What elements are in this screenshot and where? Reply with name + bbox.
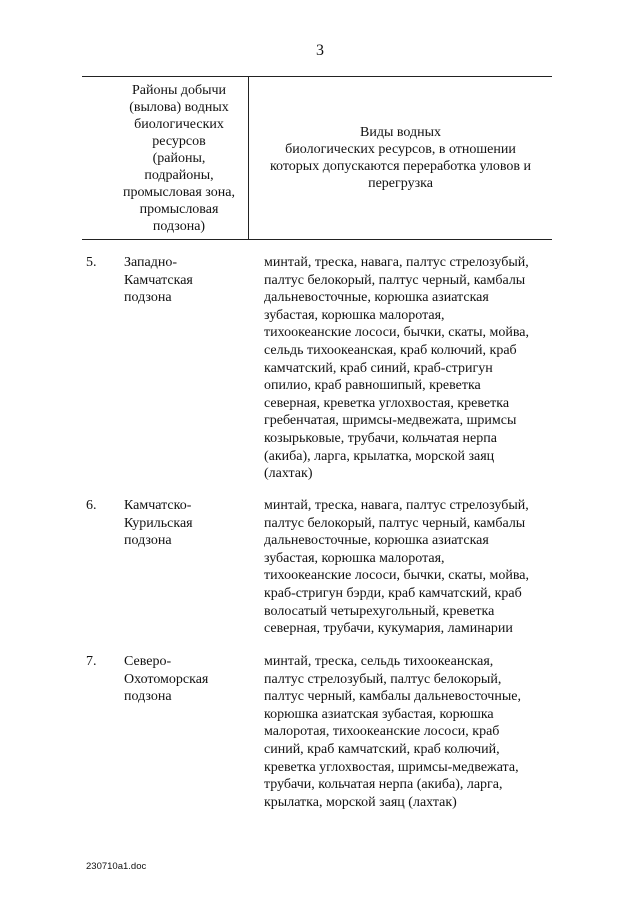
text-line: подзона: [124, 689, 172, 705]
text-line: дальневосточные, корюшка азиатская: [264, 533, 489, 549]
text-line: камчатский, краб синий, краб-стригун: [264, 360, 493, 376]
text-line: ресурсов: [152, 133, 206, 149]
text-line: северная, трубачи, кукумария, ламинарии: [264, 621, 513, 637]
text-line: (акиба), ларга, крылатка, морской заяц: [264, 448, 495, 464]
text-line: палтус белокорый, палтус черный, камбалы: [264, 515, 526, 531]
text-line: Виды водных: [360, 125, 441, 140]
text-line: дальневосточные, корюшка азиатская: [264, 290, 489, 306]
text-line: крылатка, морской заяц (лахтак): [264, 794, 457, 810]
text-line: зубастая, корюшка малоротая,: [264, 307, 445, 323]
text-line: которых допускаются переработка уловов и: [269, 159, 532, 174]
row-number: 7.: [86, 654, 97, 669]
text-line: волосатый четырехугольный, креветка: [264, 603, 495, 619]
text-line: палтус стрелозубый, палтус белокорый,: [264, 671, 502, 687]
text-line: минтай, треска, сельдь тихоокеанская,: [264, 654, 494, 669]
row-species: [264, 497, 564, 638]
text-line: подрайоны,: [144, 167, 214, 183]
text-line: промысловая зона,: [123, 184, 235, 200]
text-line: (вылова) водных: [129, 99, 229, 115]
text-line: подзона: [124, 533, 172, 549]
text-line: опилио, краб равношипый, креветка: [264, 378, 481, 394]
row-number: 6.: [86, 498, 97, 513]
page-number: 3: [316, 42, 324, 59]
row-species: [264, 653, 564, 811]
text-line: промысловая: [139, 201, 219, 217]
text-line: биологических: [134, 116, 224, 132]
text-line: Охотоморская: [124, 671, 209, 687]
row-region: [124, 653, 244, 706]
text-line: Северо-: [124, 654, 172, 669]
text-line: сельдь тихоокеанская, краб колючий, краб: [264, 342, 517, 358]
text-line: перегрузка: [368, 176, 433, 191]
header-regions-column: [110, 77, 248, 239]
text-line: (лахтак): [264, 466, 313, 482]
text-line: малоротая, тихоокеанские лососи, краб: [264, 724, 500, 740]
table-header: [82, 76, 552, 240]
text-line: гребенчатая, шримсы-медвежата, шримсы: [264, 413, 517, 429]
text-line: тихоокеанские лососи, бычки, скаты, мойва,: [264, 325, 529, 341]
row-number: 5.: [86, 255, 97, 270]
row-region: [124, 254, 244, 307]
text-line: (районы,: [152, 150, 206, 166]
text-line: северная, креветка углохвостая, креветка: [264, 395, 510, 411]
row-species: [264, 254, 564, 483]
text-line: синий, краб камчатский, краб колючий,: [264, 741, 500, 757]
text-line: палтус черный, камбалы дальневосточные,: [264, 689, 521, 705]
header-species-column: [249, 77, 552, 239]
text-line: Камчатско-: [124, 498, 192, 513]
text-line: Курильская: [124, 515, 193, 531]
text-line: подзона): [152, 218, 206, 234]
text-line: трубачи, кольчатая нерпа (акиба), ларга,: [264, 777, 503, 793]
text-line: Районы добычи: [131, 82, 227, 98]
text-line: зубастая, корюшка малоротая,: [264, 550, 445, 566]
text-line: тихоокеанские лососи, бычки, скаты, мойва,: [264, 568, 529, 584]
text-line: минтай, треска, навага, палтус стрелозубый,: [264, 255, 529, 270]
text-line: корюшка азиатская зубастая, корюшка: [264, 706, 494, 722]
text-line: краб-стригун бэрди, краб камчатский, краб: [264, 585, 522, 601]
row-region: [124, 497, 244, 550]
text-line: подзона: [124, 290, 172, 306]
text-line: минтай, треска, навага, палтус стрелозубый,: [264, 498, 529, 513]
text-line: козырьковые, трубачи, кольчатая нерпа: [264, 430, 497, 446]
text-line: креветка углохвостая, шримсы-медвежата,: [264, 759, 519, 775]
text-line: биологических ресурсов, в отношении: [285, 142, 516, 157]
text-line: Камчатская: [124, 272, 193, 288]
footer-filename: 230710a1.doc: [86, 861, 147, 872]
text-line: палтус белокорый, палтус черный, камбалы: [264, 272, 526, 288]
text-line: Западно-: [124, 255, 178, 270]
